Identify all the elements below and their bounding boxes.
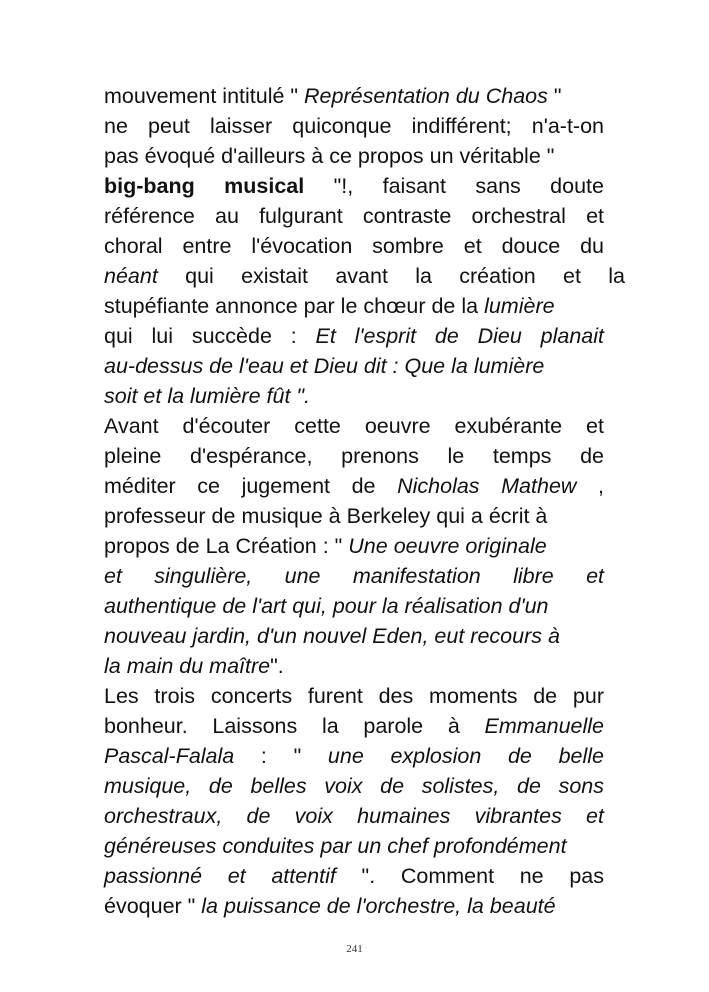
text-span: référence au fulgurant contraste orchestral et	[104, 204, 604, 228]
italic-text: musique, de belles voix de solistes, de sons	[104, 774, 604, 798]
text-line	[104, 201, 604, 231]
text-line	[104, 801, 604, 831]
italic-text: au-dessus de l'eau et Dieu dit : Que la lumière	[104, 354, 545, 378]
text-span: "!, faisant sans doute	[304, 174, 604, 198]
text-line	[104, 501, 604, 531]
text-span: pleine d'espérance, prenons le temps de	[104, 444, 604, 468]
text-span: bonheur. Laissons la parole à	[104, 714, 485, 738]
text-line	[104, 591, 604, 621]
italic-text: Pascal-Falala	[104, 744, 235, 768]
text-span: méditer ce jugement de	[104, 474, 398, 498]
text-span: choral entre l'évocation sombre et douce du	[104, 234, 604, 258]
text-line	[104, 261, 625, 291]
italic-text: soit et la lumière fût ".	[104, 384, 310, 408]
text-span: qui lui succède :	[104, 324, 316, 348]
text-line	[104, 291, 604, 321]
text-line	[104, 411, 604, 441]
text-span: évoquer "	[104, 894, 202, 918]
text-line	[104, 681, 604, 711]
text-line	[104, 321, 604, 351]
text-line	[104, 771, 604, 801]
italic-text: la main du maître	[104, 654, 271, 678]
text-span: stupéfiante annonce par le chœur de la	[104, 294, 485, 318]
text-span: mouvement intitulé "	[104, 84, 305, 108]
text-span: ".	[270, 654, 284, 678]
text-line	[104, 531, 604, 561]
italic-text: généreuses conduites par un chef profondément	[104, 834, 567, 858]
italic-text: la puissance de l'orchestre, la beauté	[201, 894, 556, 918]
text-line	[104, 441, 604, 471]
text-line	[104, 81, 604, 111]
italic-text: nouveau jardin, d'un nouvel Eden, eut recours à	[104, 624, 560, 648]
italic-text: Nicholas Mathew	[397, 474, 577, 498]
italic-text: néant	[104, 264, 158, 288]
text-span: ne peut laisser quiconque indifférent; n'a-t-on	[104, 114, 604, 138]
text-span: professeur de musique à Berkeley qui a écrit à	[104, 504, 548, 528]
text-span: qui existait avant la création et la	[157, 264, 625, 288]
text-line	[104, 621, 604, 651]
text-line	[104, 171, 604, 201]
text-span: ,	[576, 474, 604, 498]
text-span: propos de La Création : "	[104, 534, 349, 558]
italic-text: une explosion de belle	[327, 744, 604, 768]
text-line	[104, 381, 604, 411]
bold-text: big-bang musical	[104, 174, 305, 198]
text-line	[104, 351, 604, 381]
page-number: 241	[346, 943, 363, 955]
text-line	[104, 861, 604, 891]
text-line	[104, 141, 604, 171]
italic-text: Représentation du Chaos	[304, 84, 548, 108]
text-line	[104, 561, 604, 591]
italic-text: lumière	[484, 294, 555, 318]
text-line	[104, 891, 604, 921]
text-span: Avant d'écouter cette oeuvre exubérante et	[104, 414, 604, 438]
text-line	[104, 471, 604, 501]
italic-text: et singulière, une manifestation libre et	[104, 564, 604, 588]
text-line	[104, 831, 604, 861]
text-span: Les trois concerts furent des moments de pur	[104, 684, 604, 708]
italic-text: passionné et attentif	[104, 864, 336, 888]
text-line	[104, 711, 604, 741]
italic-text: Une oeuvre originale	[348, 534, 547, 558]
text-span: pas évoqué d'ailleurs à ce propos un véritable "	[104, 144, 555, 168]
body-text	[104, 81, 625, 921]
text-span: "	[547, 84, 562, 108]
italic-text: Emmanuelle	[484, 714, 604, 738]
text-line	[104, 111, 604, 141]
italic-text: Et l'esprit de Dieu planait	[315, 324, 604, 348]
text-line	[104, 741, 604, 771]
text-line	[104, 231, 604, 261]
italic-text: orchestraux, de voix humaines vibrantes et	[104, 804, 604, 828]
italic-text: authentique de l'art qui, pour la réalisation d'un	[104, 594, 549, 618]
text-span: : "	[234, 744, 328, 768]
text-line	[104, 651, 604, 681]
text-span: ". Comment ne pas	[335, 864, 604, 888]
